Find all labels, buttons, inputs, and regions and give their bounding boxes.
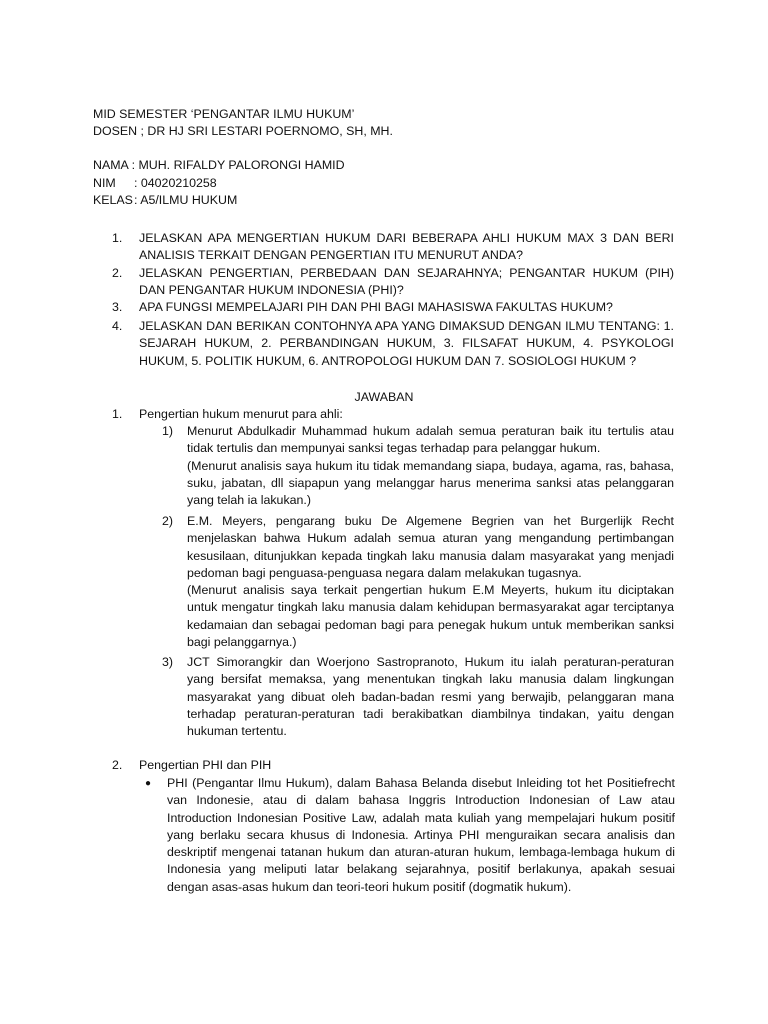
question-text: JELASKAN PENGERTIAN, PERBEDAAN DAN SEJARAHNYA; PENGANTAR HUKUM (PIH) DAN PENGANTAR HUKUM INDONESIA (PHI)? bbox=[139, 266, 674, 298]
student-nim-row bbox=[93, 175, 217, 192]
answer-2-heading bbox=[112, 757, 271, 774]
student-class-label: KELAS bbox=[93, 193, 133, 207]
expert-definition bbox=[162, 513, 674, 651]
expert-number: 3) bbox=[162, 655, 174, 669]
question-number: 1. bbox=[112, 231, 123, 245]
expert-number: 2) bbox=[162, 514, 174, 528]
question-number: 2. bbox=[112, 266, 123, 280]
expert-definition bbox=[162, 654, 674, 740]
answer-number: 2. bbox=[112, 758, 123, 772]
expert-definition-text: JCT Simorangkir dan Woerjono Sastropranoto, Hukum itu ialah peraturan-peraturan yang bersifat memaksa, yang menentukan tingkah laku manusia dalam lingkungan masyarakat yang dibuat oleh badan-badan resmi yang berwajib, pelanggaran mana terhadap peraturan-peraturan tadi berakibatkan diambilnya tindakan, yaitu dengan hukuman tertentu. bbox=[187, 655, 674, 739]
question-item bbox=[112, 265, 674, 300]
answers-heading: JAWABAN bbox=[354, 390, 414, 404]
expert-number: 1) bbox=[162, 424, 174, 438]
student-name-row bbox=[93, 157, 345, 174]
answer-heading-text: Pengertian hukum menurut para ahli: bbox=[139, 407, 343, 421]
student-name-value: : MUH. RIFALDY PALORONGI HAMID bbox=[131, 158, 345, 172]
phi-bullet-item bbox=[145, 775, 675, 896]
student-class-value: : A5/ILMU HUKUM bbox=[134, 193, 238, 207]
phi-definition-text: PHI (Pengantar Ilmu Hukum), dalam Bahasa Belanda disebut Inleiding tot het Positiefrecht van Indonesie, atau di dalam bahasa Inggris Introduction Indonesian of Law atau Introduction Indonesian Positive Law, adalah mata kuliah yang mempelajari hukum positif yang berlaku secara khusus di Indonesia. Artinya PHI menguraikan secara analisis dan deskriptif mengenai tatanan hukum dan aturan-aturan hukum, lembaga-lembaga hukum di Indonesia yang meliputi latar belakang sejarahnya, positif berlakunya, apakah sesuai dengan asas-asas hukum dan teori-teori hukum positif (dogmatik hukum). bbox=[167, 776, 675, 894]
student-class-row bbox=[93, 192, 237, 209]
student-name-label: NAMA bbox=[93, 158, 129, 172]
lecturer-line: DOSEN ; DR HJ SRI LESTARI POERNOMO, SH, MH. bbox=[93, 124, 393, 138]
student-nim-label: NIM bbox=[93, 176, 116, 190]
exam-title: MID SEMESTER ‘PENGANTAR ILMU HUKUM’ bbox=[93, 107, 355, 121]
question-item bbox=[112, 318, 674, 370]
question-item bbox=[112, 230, 674, 265]
expert-analysis-text: (Menurut analisis saya terkait pengertian hukum E.M Meyerts, hukum itu diciptakan untuk mengatur tingkah laku manusia dalam kehidupan bermasyarakat agar terciptanya kedamaian dan sebagai pedoman bagi para penegak hukum untuk memberikan sanksi bagi pelanggarnya.) bbox=[187, 583, 674, 650]
answer-1-heading bbox=[112, 406, 343, 423]
expert-definition-text: E.M. Meyers, pengarang buku De Algemene Begrien van het Burgerlijk Recht menjelaskan bahwa Hukum adalah semua aturan yang mengandung pertimbangan kesusilaan, ditunjukkan kepada tingkah laku manusia dalam masyarakat yang menjadi pedoman bagi penguasa-penguasa negara dalam melakukan tugasnya. bbox=[187, 514, 674, 580]
student-nim-value: : 04020210258 bbox=[134, 176, 217, 190]
question-text: APA FUNGSI MEMPELAJARI PIH DAN PHI BAGI MAHASISWA FAKULTAS HUKUM? bbox=[139, 300, 613, 314]
answer-heading-text: Pengertian PHI dan PIH bbox=[139, 758, 272, 772]
bullet-icon: ● bbox=[145, 778, 152, 789]
question-item bbox=[112, 299, 674, 316]
expert-analysis-text: (Menurut analisis saya hukum itu tidak memandang siapa, budaya, agama, ras, bahasa, suku, jabatan, dll siapapun yang melanggar harus menerima sanksi atas pelanggaran yang telah ia lakukan.) bbox=[187, 458, 674, 508]
question-text: JELASKAN APA MENGERTIAN HUKUM DARI BEBERAPA AHLI HUKUM MAX 3 DAN BERI ANALISIS TERKAIT DENGAN PENGERTIAN ITU MENURUT ANDA? bbox=[139, 231, 674, 263]
question-number: 4. bbox=[112, 319, 123, 333]
question-number: 3. bbox=[112, 300, 123, 314]
expert-definition bbox=[162, 423, 674, 509]
question-text: JELASKAN DAN BERIKAN CONTOHNYA APA YANG DIMAKSUD DENGAN ILMU TENTANG: 1. SEJARAH HUKUM, 2. PERBANDINGAN HUKUM, 3. FILSAFAT HUKUM, 4. PSYKOLOGI HUKUM, 5. POLITIK HUKUM, 6. ANTROPOLOGI HUKUM DAN 7. SOSIOLOGI HUKUM ? bbox=[139, 319, 674, 368]
answer-number: 1. bbox=[112, 407, 123, 421]
expert-definition-text: Menurut Abdulkadir Muhammad hukum adalah semua peraturan baik itu tertulis atau tidak tertulis dan mempunyai sanksi tegas terhadap para pelanggar hukum. bbox=[187, 424, 674, 456]
